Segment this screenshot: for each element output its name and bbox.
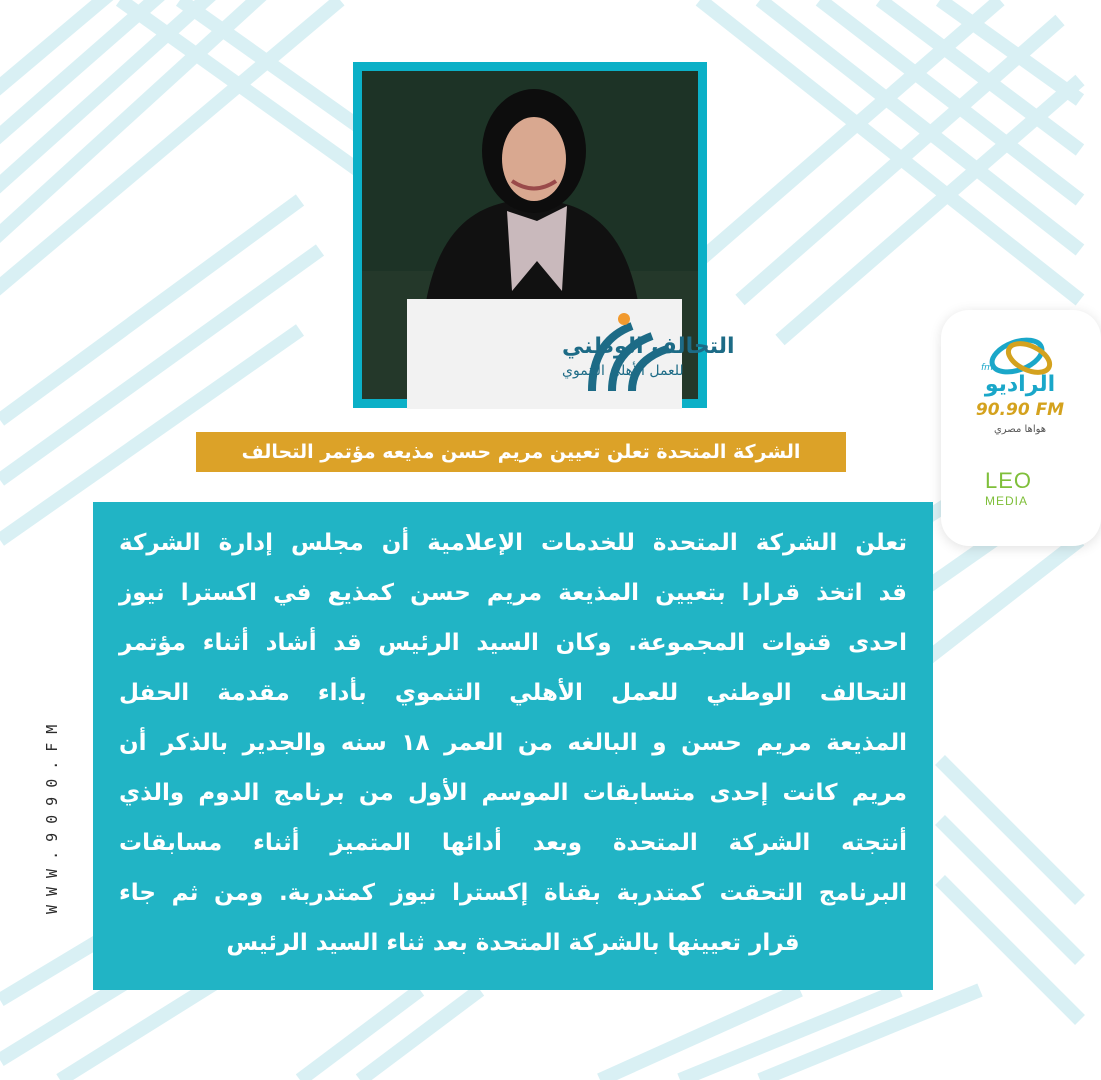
body-line: أنتجته الشركة المتحدة وبعد أدائها المتميز أثناء مسابقات [119,830,907,856]
body-line: مريم كانت إحدى متسابقات الموسم الأول من برنامج الدوم والذي [119,780,907,806]
body-line: احدى قنوات المجموعة. وكان السيد الرئيس قد أشاد أثناء مؤتمر [119,630,907,656]
radio-tagline: هواها مصري [993,424,1047,435]
radio-frequency: 90.90 FM [975,400,1065,420]
logo-card [941,310,1101,546]
radio-name: الراديو [984,372,1056,397]
leo-logo-sub: MEDIA [985,494,1029,508]
website-url: WWW.9090.FM [43,715,61,914]
body-line: المذيعة مريم حسن و البالغه من العمر ١٨ سنه والجدير بالذكر أن [119,730,907,756]
headline-banner: الشركة المتحدة تعلن تعيين مريم حسن مذيعه مؤتمر التحالف [196,432,846,472]
body-line: تعلن الشركة المتحدة للخدمات الإعلامية أن مجلس إدارة الشركة [119,530,907,556]
photo-illustration [362,71,735,399]
body-line: قرار تعيينها بالشركة المتحدة بعد ثناء السيد الرئيس [226,930,800,956]
article-body [93,502,933,990]
podium-title: التحالف الوطني [562,334,735,359]
podium-subtitle: للعمل الأهلي التنموي [562,363,684,379]
photo-frame [353,62,735,408]
leo-logo-name: LEO [985,468,1033,493]
body-line: البرنامج التحقت كمتدربة بقناة إكسترا نيوز كمتدربة. ومن ثم جاء [119,880,907,906]
body-line: قد اتخذ قرارا بتعيين المذيعة مريم حسن كمذيع في اكسترا نيوز [119,580,907,606]
radio-fm-label: fm [981,363,993,373]
body-line: التحالف الوطني للعمل الأهلي التنموي بأداء مقدمة الحفل [119,680,907,706]
presenter-photo [362,71,735,399]
